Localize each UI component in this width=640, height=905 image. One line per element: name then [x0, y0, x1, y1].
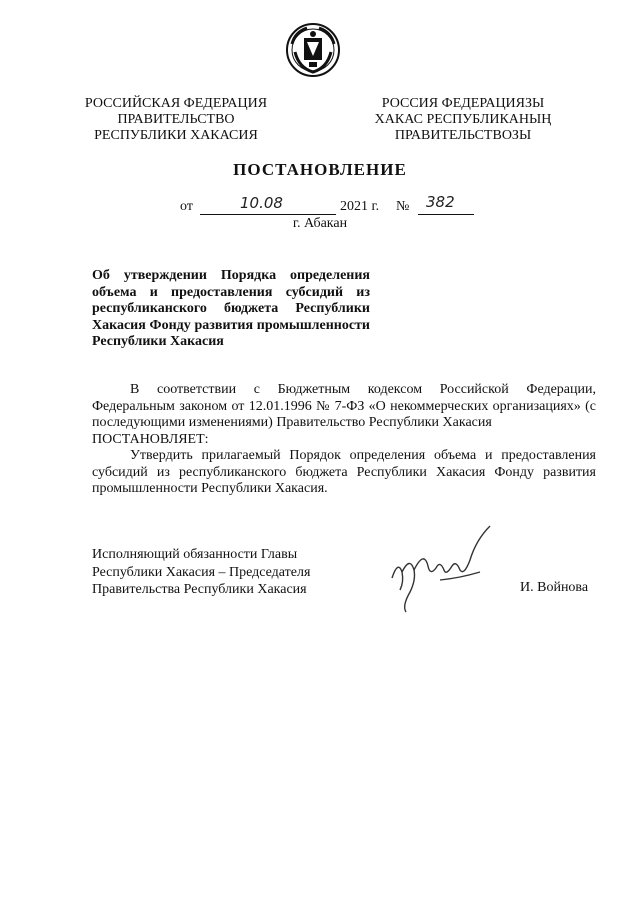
- body-text: [92, 382, 596, 498]
- preamble-paragraph: В соответствии с Бюджетным кодексом Российской Федерации, Федеральным законом от 12.01.1996 № 7-ФЗ «О некоммерческих организациях» (с последующими изменениями) Правительство Республики Хакасия: [92, 382, 596, 430]
- header-right-line: ПРАВИТЕЛЬСТВОЗЫ: [394, 128, 532, 143]
- header-left-line: РЕСПУБЛИКИ ХАКАСИЯ: [94, 128, 258, 143]
- date-year: 2021 г.: [340, 199, 380, 214]
- city-line: г. Абакан: [292, 216, 348, 231]
- resolution-item: Утвердить прилагаемый Порядок определения объема и предоставления субсидий из республиканского бюджета Республики Хакасия Фонду развития промышленности Республики Хакасия.: [92, 448, 596, 496]
- handwritten-date: 10.08: [240, 194, 283, 212]
- header-left-line: ПРАВИТЕЛЬСТВО: [117, 112, 235, 127]
- signatory-name: И. Войнова: [520, 580, 589, 595]
- header-right-line: РОССИЯ ФЕДЕРАЦИЯЗЫ: [381, 96, 545, 111]
- number-sign: №: [396, 199, 410, 214]
- document-title: ПОСТАНОВЛЕНИЕ: [233, 160, 407, 179]
- header-left-line: РОССИЙСКАЯ ФЕДЕРАЦИЯ: [84, 96, 268, 111]
- coat-of-arms-emblem: [285, 22, 341, 78]
- number-underline: [418, 214, 474, 215]
- signatory-position-line: Республики Хакасия – Председателя: [92, 564, 311, 580]
- subject-block: Об утверждении Порядка определения объема и предоставления субсидий из республиканского бюджета Республики Хакасия Фонду развития промышленности Республики Хакасия: [92, 268, 370, 349]
- signatory-position-line: Исполняющий обязанности Главы: [92, 547, 298, 562]
- resolves-line: ПОСТАНОВЛЯЕТ:: [92, 431, 209, 447]
- date-underline: [200, 214, 336, 215]
- date-line: [0, 193, 640, 217]
- header-right-block: [362, 96, 564, 144]
- signatory-position-line: Правительства Республики Хакасия: [92, 582, 307, 597]
- header-right-line: ХАКАС РЕСПУБЛИКАНЫҢ: [374, 112, 552, 127]
- signatory-position: [92, 546, 310, 599]
- handwritten-signature: [380, 520, 500, 620]
- handwritten-number: 382: [426, 193, 455, 211]
- header-left-block: [78, 96, 274, 144]
- date-prefix: от: [180, 199, 193, 214]
